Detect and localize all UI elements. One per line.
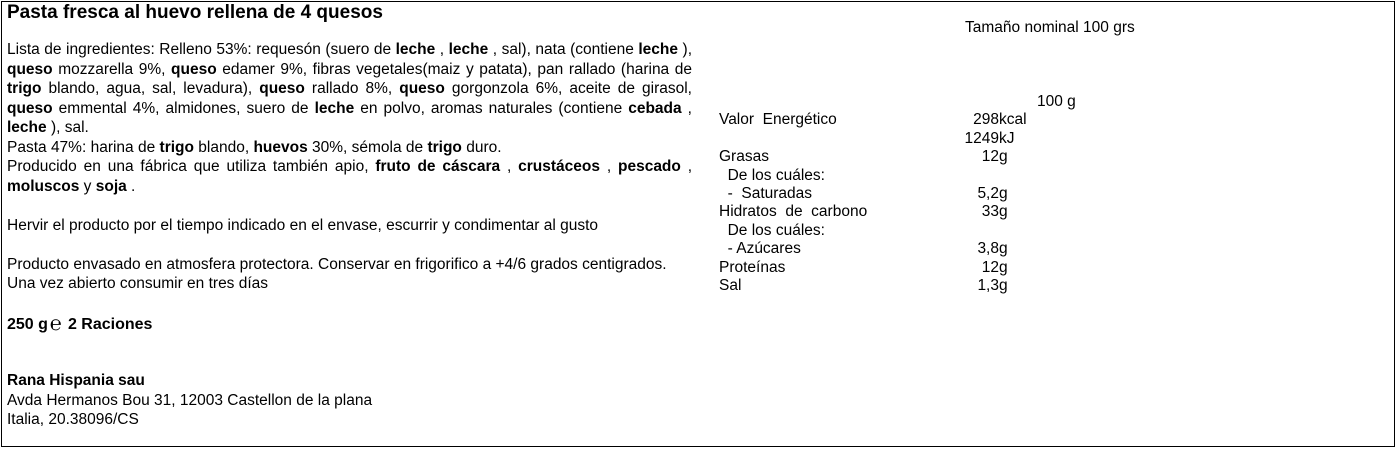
- nutrient-label: De los cuáles:: [719, 166, 825, 184]
- nutrition-header-row: [719, 93, 1099, 111]
- allergen-word: trigo: [159, 138, 194, 156]
- ingredient-text: edamer 9%, fibras vegetales(maiz y patata), pan rallado (harina de: [216, 60, 692, 78]
- nutrient-value: 5,2: [977, 184, 999, 202]
- ingredient-text: , sal), nata (contiene: [488, 41, 639, 58]
- allergen-word: trigo: [427, 138, 462, 156]
- nutrition-row: [719, 111, 1099, 129]
- ingredient-text: .: [126, 177, 136, 195]
- nutrition-row: [719, 259, 1099, 277]
- ingredient-text: emmental 4%, almidones, suero de: [52, 99, 315, 117]
- nutrition-per-header: 100 g: [1037, 93, 1076, 110]
- preparation-text: Hervir el producto por el tiempo indicado en el envase, escurrir y condimentar al gusto: [7, 216, 599, 234]
- ingredient-text: mozzarella 9%,: [52, 60, 172, 78]
- ingredient-text: blando, agua, sal, levadura),: [41, 80, 260, 97]
- nutrient-value: 3,8: [977, 240, 999, 258]
- ingredients-filling: [7, 40, 692, 138]
- nutrient-value: 298: [973, 111, 999, 129]
- allergen-word: cebada: [628, 99, 682, 117]
- servings: 2 Raciones: [67, 316, 153, 333]
- allergen-word: queso: [399, 80, 445, 97]
- net-weight: 250 g: [7, 316, 48, 333]
- ingredient-text: en polvo, aromas naturales (contiene: [354, 99, 629, 117]
- nutrient-unit: g: [999, 184, 1008, 202]
- ingredient-text: Producido en una fábrica que utiliza también apio,: [7, 158, 376, 175]
- nutrition-row: [719, 277, 1099, 295]
- allergen-word: crustáceos: [518, 158, 600, 175]
- ingredient-text: ,: [681, 99, 692, 117]
- nutrient-value: 1,3: [977, 276, 999, 294]
- nutrition-row: [719, 185, 1099, 203]
- company-origin: Italia, 20.38096/CS: [7, 411, 139, 428]
- storage-text: Producto envasado en atmosfera protectora. Conservar en frigorifico a +4/6 grados centigrados. Una vez abierto consumir en tres días: [7, 255, 667, 292]
- nutrition-row: [719, 130, 1099, 148]
- allergen-word: queso: [7, 60, 53, 78]
- ingredient-text: gorgonzola 6%, aceite de girasol,: [444, 80, 692, 97]
- ingredient-text: rallado 8%,: [304, 80, 400, 97]
- ingredient-text: ), sal.: [46, 119, 89, 136]
- nutrient-unit: kcal: [999, 111, 1027, 129]
- ingredients-pasta: [7, 138, 692, 158]
- ingredient-text: Pasta 47%: harina de: [7, 138, 160, 156]
- nutrient-label: Hidratos de carbono: [719, 203, 868, 221]
- allergen-word: fruto de cáscara: [375, 158, 501, 175]
- ingredient-text: blando,: [193, 138, 254, 156]
- nutrient-unit: kJ: [999, 129, 1015, 147]
- ingredient-text: 30%, sémola de: [307, 138, 428, 156]
- nutrition-row: [719, 240, 1099, 258]
- allergen-word: huevos: [253, 138, 308, 156]
- allergen-word: pescado: [617, 158, 681, 175]
- allergen-word: leche: [395, 41, 436, 58]
- ingredient-text: ,: [680, 158, 693, 175]
- nutrient-unit: g: [999, 258, 1008, 276]
- allergen-word: leche: [448, 41, 489, 58]
- ingredient-text: ),: [678, 41, 693, 58]
- nutrient-label: - Azúcares: [719, 240, 801, 258]
- company-block: [7, 371, 372, 430]
- nutrient-value: 12: [981, 148, 999, 166]
- estimated-sign-icon: ℮: [49, 313, 62, 335]
- ingredient-text: ,: [435, 41, 449, 58]
- ingredient-text: y: [79, 177, 96, 195]
- ingredient-text: ,: [600, 158, 618, 175]
- allergen-statement: [7, 157, 692, 196]
- nutrient-value: 1249: [964, 129, 999, 147]
- allergen-word: leche: [638, 41, 679, 58]
- ingredient-text: duro.: [461, 138, 502, 156]
- ingredients-block: [7, 40, 692, 294]
- nutrient-unit: g: [999, 276, 1008, 294]
- allergen-word: soja: [95, 177, 127, 195]
- nutrient-label: Sal: [719, 276, 742, 294]
- company-address: Avda Hermanos Bou 31, 12003 Castellon de la plana: [7, 391, 373, 409]
- allergen-word: leche: [314, 99, 355, 117]
- product-title: Pasta fresca al huevo rellena de 4 quesos: [7, 2, 383, 23]
- nutrient-label: Grasas: [719, 148, 769, 166]
- allergen-word: leche: [7, 119, 47, 136]
- company-name: Rana Hispania sau: [7, 372, 145, 389]
- nutrition-row: [719, 167, 1099, 185]
- nominal-size: Tamaño nominal 100 grs: [965, 19, 1135, 36]
- nutrition-table: [719, 93, 1099, 295]
- allergen-word: queso: [7, 99, 53, 117]
- nutrient-unit: g: [999, 203, 1008, 221]
- allergen-word: moluscos: [7, 177, 80, 195]
- nutrient-label: De los cuáles:: [719, 221, 825, 239]
- allergen-word: queso: [259, 80, 305, 97]
- nutrient-label: Valor Energético: [719, 111, 837, 129]
- net-weight-line: [7, 313, 152, 336]
- allergen-word: queso: [171, 60, 217, 78]
- nutrient-unit: g: [999, 240, 1008, 258]
- nutrition-row: [719, 222, 1099, 240]
- ingredient-text: Lista de ingredientes: Relleno 53%: requesón (suero de: [7, 41, 396, 58]
- ingredient-text: ,: [500, 158, 519, 175]
- nutrient-label: - Saturadas: [719, 184, 813, 202]
- allergen-word: trigo: [7, 80, 42, 97]
- nutrient-value: 33: [981, 203, 999, 221]
- nutrient-unit: g: [999, 148, 1008, 166]
- nutrient-label: Proteínas: [719, 258, 786, 276]
- nutrition-row: [719, 148, 1099, 166]
- nutrition-row: [719, 203, 1099, 221]
- nutrient-value: 12: [981, 258, 999, 276]
